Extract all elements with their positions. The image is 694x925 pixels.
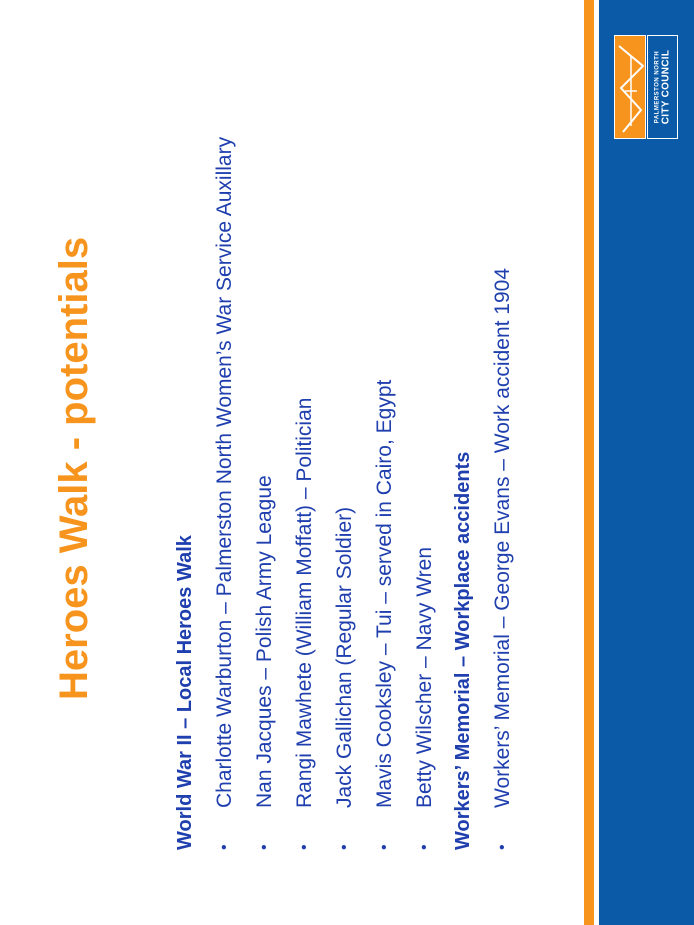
- bullet-icon: •: [376, 844, 393, 850]
- list-item-text: Charlotte Warburton – Palmerston North Women’s War Service Auxillary: [213, 136, 236, 808]
- list-item-text: Betty Wilscher – Navy Wren: [413, 546, 436, 808]
- bullet-icon: •: [494, 844, 511, 850]
- list-item: [332, 90, 358, 850]
- list-item: [252, 90, 278, 850]
- list-item: [490, 90, 516, 850]
- logo-line-2: CITY COUNCIL: [660, 49, 671, 125]
- list-item-text: Workers’ Memorial – George Evans – Work accident 1904: [491, 267, 514, 808]
- bullet-icon: •: [296, 844, 313, 850]
- list-item: [292, 90, 318, 850]
- bullet-icon: •: [256, 844, 273, 850]
- logo-line-1: PALMERSTON NORTH: [654, 50, 660, 124]
- council-logo: [614, 35, 678, 139]
- section-heading-workers: Workers’ Memorial – Workplace accidents: [452, 451, 474, 850]
- section-list-wwii: [212, 90, 438, 850]
- list-item-text: Rangi Mawhete (William Moffatt) – Politician: [293, 397, 316, 808]
- list-item: [212, 90, 238, 850]
- list-item-text: Nan Jacques – Polish Army League: [253, 475, 276, 808]
- list-item: [412, 90, 438, 850]
- bullet-icon: •: [336, 844, 353, 850]
- list-item-text: Mavis Cooksley – Tui – served in Cairo, Egypt: [373, 379, 396, 808]
- slide-body: [172, 90, 516, 850]
- bullet-icon: •: [216, 844, 233, 850]
- logo-text: [647, 35, 678, 139]
- orange-side-band: [584, 0, 594, 925]
- section-heading-wwii: World War II – Local Heroes Walk: [174, 535, 196, 850]
- slide-title: Heroes Walk - potentials: [52, 236, 96, 700]
- section-list-workers: [490, 90, 516, 850]
- list-item-text: Jack Gallichan (Regular Soldier): [333, 506, 356, 808]
- list-item: [372, 90, 398, 850]
- bullet-icon: •: [416, 844, 433, 850]
- logo-mark-icon: [614, 35, 646, 139]
